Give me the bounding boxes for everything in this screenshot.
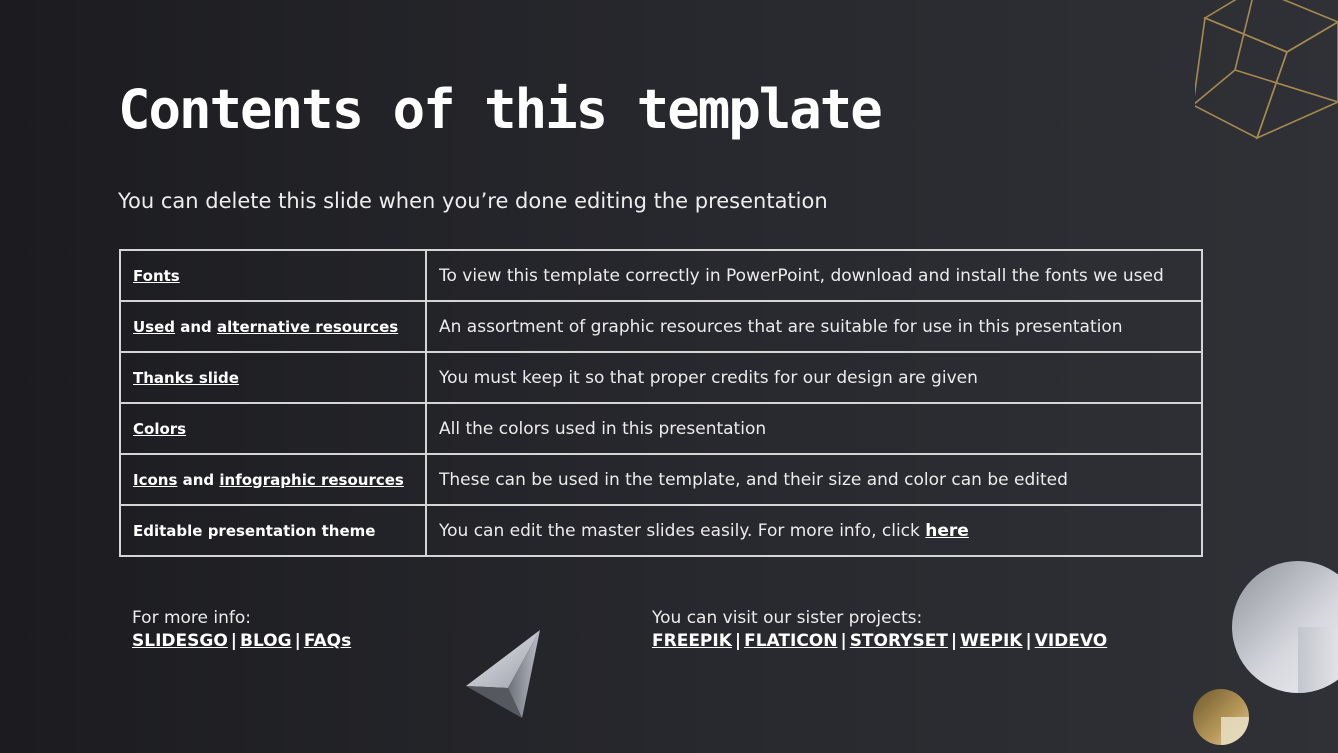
page-title: Contents of this template	[118, 78, 881, 141]
table-row	[120, 352, 1202, 403]
link-separator: |	[840, 631, 847, 651]
footer-link-freepik[interactable]: FREEPIK	[652, 631, 732, 651]
resource-link[interactable]: Used	[133, 317, 176, 336]
link-separator: |	[734, 631, 742, 651]
table-cell-resource-name	[120, 403, 426, 454]
resource-link[interactable]: Thanks slide	[133, 368, 239, 387]
table-cell-resource-name	[120, 301, 426, 352]
table-cell-description	[426, 403, 1202, 454]
resource-name-text: and	[175, 317, 218, 336]
contents-table	[119, 249, 1203, 557]
resource-link[interactable]: infographic resources	[219, 470, 404, 489]
here-link[interactable]: here	[925, 520, 969, 541]
resource-link[interactable]: Fonts	[133, 266, 180, 285]
table-row	[120, 403, 1202, 454]
footer-sister-projects-links	[652, 630, 1107, 653]
description-text: These can be used in the template, and their size and color can be edited	[439, 469, 1068, 490]
table-row	[120, 301, 1202, 352]
link-separator: |	[950, 631, 958, 651]
table-row	[120, 250, 1202, 301]
resource-name-text: Editable presentation theme	[133, 521, 376, 540]
footer-link-faqs[interactable]: FAQs	[303, 631, 352, 651]
table-cell-description	[426, 454, 1202, 505]
footer-link-slidesgo[interactable]: SLIDESGO	[132, 631, 228, 651]
link-separator: |	[294, 631, 301, 651]
resource-link[interactable]: Icons	[133, 470, 178, 489]
footer-link-blog[interactable]: BLOG	[240, 631, 292, 651]
resource-link[interactable]: alternative resources	[217, 317, 399, 336]
table-cell-description	[426, 352, 1202, 403]
link-separator: |	[230, 631, 237, 651]
footer-more-info-heading: For more info:	[132, 608, 252, 628]
footer-link-videvo[interactable]: VIDEVO	[1034, 631, 1108, 651]
link-separator: |	[1025, 631, 1032, 651]
footer-sister-projects-heading: You can visit our sister projects:	[652, 608, 923, 628]
description-text: An assortment of graphic resources that are suitable for use in this presentation	[439, 316, 1123, 337]
footer-link-wepik[interactable]: WEPIK	[960, 631, 1023, 651]
table-cell-description	[426, 250, 1202, 301]
table-cell-description	[426, 505, 1202, 556]
table-row	[120, 454, 1202, 505]
description-text: To view this template correctly in PowerPoint, download and install the fonts we used	[439, 265, 1164, 286]
resource-name-text: and	[177, 470, 220, 489]
contents-table-body	[120, 250, 1202, 556]
description-text: All the colors used in this presentation	[439, 418, 767, 439]
table-row	[120, 505, 1202, 556]
footer-more-info-links	[132, 630, 351, 653]
description-text: You can edit the master slides easily. For more info, click	[439, 520, 926, 541]
table-cell-resource-name	[120, 250, 426, 301]
gold-circle-icon	[1192, 688, 1250, 746]
description-text: You must keep it so that proper credits for our design are given	[439, 367, 978, 388]
table-cell-resource-name	[120, 505, 426, 556]
gold-wireframe-cube-icon	[1195, 0, 1338, 145]
table-cell-resource-name	[120, 352, 426, 403]
footer-more-info	[132, 607, 351, 653]
footer-link-flaticon[interactable]: FLATICON	[744, 631, 838, 651]
silver-cone-icon	[1232, 561, 1338, 695]
silver-pyramid-icon	[462, 628, 544, 720]
table-cell-resource-name	[120, 454, 426, 505]
footer-link-storyset[interactable]: STORYSET	[849, 631, 948, 651]
resource-link[interactable]: Colors	[133, 419, 187, 438]
table-cell-description	[426, 301, 1202, 352]
footer-sister-projects	[652, 607, 1107, 653]
page-subtitle: You can delete this slide when you’re done editing the presentation	[118, 189, 828, 213]
